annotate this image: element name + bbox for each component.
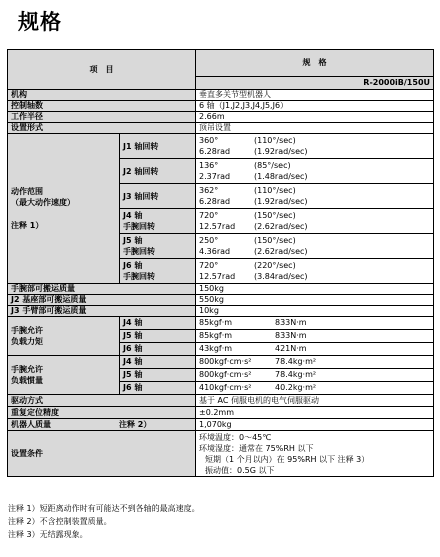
inertia-label	[8, 356, 120, 395]
axis-range	[196, 209, 434, 234]
range-deg-line	[199, 160, 430, 171]
axis-name	[120, 159, 196, 184]
moment-value	[196, 343, 434, 356]
row-value: 2.66m	[196, 112, 434, 123]
row-value: 6 轴（J1,J2,J3,J4,J5,J6）	[196, 101, 434, 112]
header-model: R-2000iB/150U	[196, 77, 434, 90]
motion-label-line: 动作范围	[11, 187, 43, 196]
range-deg: 136°	[199, 161, 219, 170]
axis-name	[120, 259, 196, 284]
range-deg-speed: (85°/sec)	[254, 161, 291, 170]
spec-table	[7, 49, 434, 477]
row-value: 垂直多关节型机器人	[196, 90, 434, 101]
inertia-axis: J6 轴	[120, 382, 196, 395]
spec-row	[8, 90, 434, 101]
row-value: 顶吊设置	[196, 123, 434, 134]
moment-value-1: 85kgf·m	[199, 318, 233, 327]
range-rad-speed: (1.92rad/sec)	[254, 197, 308, 206]
range-rad: 2.37rad	[199, 172, 231, 181]
axis-name-line: J3 轴回转	[123, 191, 159, 201]
moment-axis: J4 轴	[120, 317, 196, 330]
range-deg-line	[199, 235, 430, 246]
range-rad-speed: (1.48rad/sec)	[254, 172, 308, 181]
axis-range	[196, 234, 434, 259]
axis-name-line: J6 轴	[123, 261, 143, 270]
range-rad-line	[199, 171, 430, 182]
range-deg: 360°	[199, 136, 219, 145]
payload-label: J3 手臂部可搬运质量	[8, 306, 196, 317]
range-rad: 6.28rad	[199, 147, 231, 156]
payload-label: J2 基座部可搬运质量	[8, 295, 196, 306]
moment-value	[196, 330, 434, 343]
range-deg-speed: (110°/sec)	[254, 186, 296, 195]
moment-value	[196, 317, 434, 330]
row-label: 工作半径	[8, 112, 196, 123]
env-line: 环境湿度：通常在 75%RH 以下	[199, 443, 314, 453]
env-value	[196, 431, 434, 477]
axis-name	[120, 209, 196, 234]
axis-name-line: J5 轴	[123, 236, 143, 245]
header-spec: 规 格	[196, 50, 434, 77]
axis-name-line: J4 轴	[123, 211, 143, 220]
moment-value-2: 421N·m	[275, 344, 307, 353]
range-deg-speed: (220°/sec)	[254, 261, 296, 270]
range-rad: 12.57rad	[199, 222, 236, 231]
payload-value: 150kg	[196, 284, 434, 295]
inertia-value-2: 78.4kg·m²	[275, 370, 317, 379]
payload-row	[8, 284, 434, 295]
spec-row	[8, 123, 434, 134]
inertia-value-1: 800kgf·cm·s²	[199, 370, 252, 379]
range-deg-line	[199, 135, 430, 146]
row-label: 控制轴数	[8, 101, 196, 112]
moment-label-line: 手腕允许	[11, 326, 43, 335]
range-deg: 720°	[199, 261, 219, 270]
range-deg-speed: (150°/sec)	[254, 211, 296, 220]
inertia-value	[196, 382, 434, 395]
range-deg: 362°	[199, 186, 219, 195]
range-rad: 6.28rad	[199, 197, 231, 206]
header-row	[8, 50, 434, 77]
motion-label-line: 注释 1）	[11, 221, 44, 230]
env-row	[8, 431, 434, 477]
row-label: 设置形式	[8, 123, 196, 134]
env-line: 振动值：0.5G 以下	[205, 465, 275, 475]
motion-label	[8, 134, 120, 284]
range-rad-line	[199, 196, 430, 207]
range-deg-speed: (150°/sec)	[254, 236, 296, 245]
range-rad-line	[199, 271, 430, 282]
inertia-axis: J5 轴	[120, 369, 196, 382]
range-deg-line	[199, 260, 430, 271]
moment-value-2: 833N·m	[275, 331, 307, 340]
payload-row	[8, 295, 434, 306]
drive-label: 驱动方式	[8, 395, 196, 407]
axis-name	[120, 134, 196, 159]
payload-value: 10kg	[196, 306, 434, 317]
inertia-label-line: 手腕允许	[11, 365, 43, 374]
range-deg: 250°	[199, 236, 219, 245]
range-deg: 720°	[199, 211, 219, 220]
range-rad-speed: (2.62rad/sec)	[254, 247, 308, 256]
range-rad-speed: (2.62rad/sec)	[254, 222, 308, 231]
page-title: 规格	[18, 10, 62, 34]
footnote-3: 注释 3）无结露现象。	[8, 530, 88, 539]
range-deg-line	[199, 210, 430, 221]
moment-value-1: 85kgf·m	[199, 331, 233, 340]
inertia-value	[196, 356, 434, 369]
payload-value: 550kg	[196, 295, 434, 306]
axis-name-line: J2 轴回转	[123, 166, 159, 176]
repeatability-label: 重复定位精度	[8, 407, 196, 419]
axis-range	[196, 259, 434, 284]
axis-range	[196, 159, 434, 184]
footnotes	[8, 502, 200, 541]
axis-range	[196, 134, 434, 159]
range-rad-line	[199, 246, 430, 257]
repeatability-value: ±0.2mm	[196, 407, 434, 419]
mass-label-text: 机器人质量	[11, 419, 51, 429]
env-line: 环境温度：0～45℃	[199, 432, 272, 442]
range-rad: 4.36rad	[199, 247, 231, 256]
footnote-2: 注释 2）不含控制装置质量。	[8, 517, 112, 526]
motion-row	[8, 134, 434, 159]
drive-value: 基于 AC 伺服电机的电气伺服驱动	[196, 395, 434, 407]
range-rad-line	[199, 146, 430, 157]
range-deg-speed: (110°/sec)	[254, 136, 296, 145]
env-label: 设置条件	[8, 431, 196, 477]
env-line: 短期（1 个月以内）在 95%RH 以下 注释 3）	[205, 454, 370, 464]
motion-label-line: （最大动作速度）	[11, 198, 75, 207]
mass-row	[8, 419, 434, 431]
range-rad: 12.57rad	[199, 272, 236, 281]
axis-name	[120, 234, 196, 259]
axis-range	[196, 184, 434, 209]
mass-label	[8, 419, 196, 431]
drive-row	[8, 395, 434, 407]
row-label: 机构	[8, 90, 196, 101]
range-rad-line	[199, 221, 430, 232]
payload-label: 手腕部可搬运质量	[8, 284, 196, 295]
moment-row	[8, 317, 434, 330]
axis-name-line2: 手腕回转	[123, 272, 155, 281]
axis-name	[120, 184, 196, 209]
moment-value-2: 833N·m	[275, 318, 307, 327]
payload-row	[8, 306, 434, 317]
moment-axis: J6 轴	[120, 343, 196, 356]
spec-row	[8, 101, 434, 112]
moment-label	[8, 317, 120, 356]
inertia-label-line: 负载惯量	[11, 376, 43, 385]
inertia-value	[196, 369, 434, 382]
mass-value: 1,070kg	[196, 419, 434, 431]
mass-note: 注释 2）	[119, 419, 152, 429]
inertia-value-2: 78.4kg·m²	[275, 357, 317, 366]
axis-name-line2: 手腕回转	[123, 222, 155, 231]
moment-value-1: 43kgf·m	[199, 344, 233, 353]
spec-row	[8, 112, 434, 123]
range-deg-line	[199, 185, 430, 196]
range-rad-speed: (1.92rad/sec)	[254, 147, 308, 156]
axis-name-line2: 手腕回转	[123, 247, 155, 256]
header-item: 项 目	[8, 50, 196, 90]
moment-axis: J5 轴	[120, 330, 196, 343]
range-rad-speed: (3.84rad/sec)	[254, 272, 308, 281]
inertia-row	[8, 356, 434, 369]
inertia-value-1: 410kgf·cm·s²	[199, 383, 252, 392]
repeatability-row	[8, 407, 434, 419]
inertia-axis: J4 轴	[120, 356, 196, 369]
inertia-value-1: 800kgf·cm·s²	[199, 357, 252, 366]
inertia-value-2: 40.2kg·m²	[275, 383, 317, 392]
moment-label-line: 负载力矩	[11, 337, 43, 346]
footnote-1: 注释 1）短距离动作时有可能达不到各轴的最高速度。	[8, 504, 200, 513]
axis-name-line: J1 轴回转	[123, 141, 159, 151]
